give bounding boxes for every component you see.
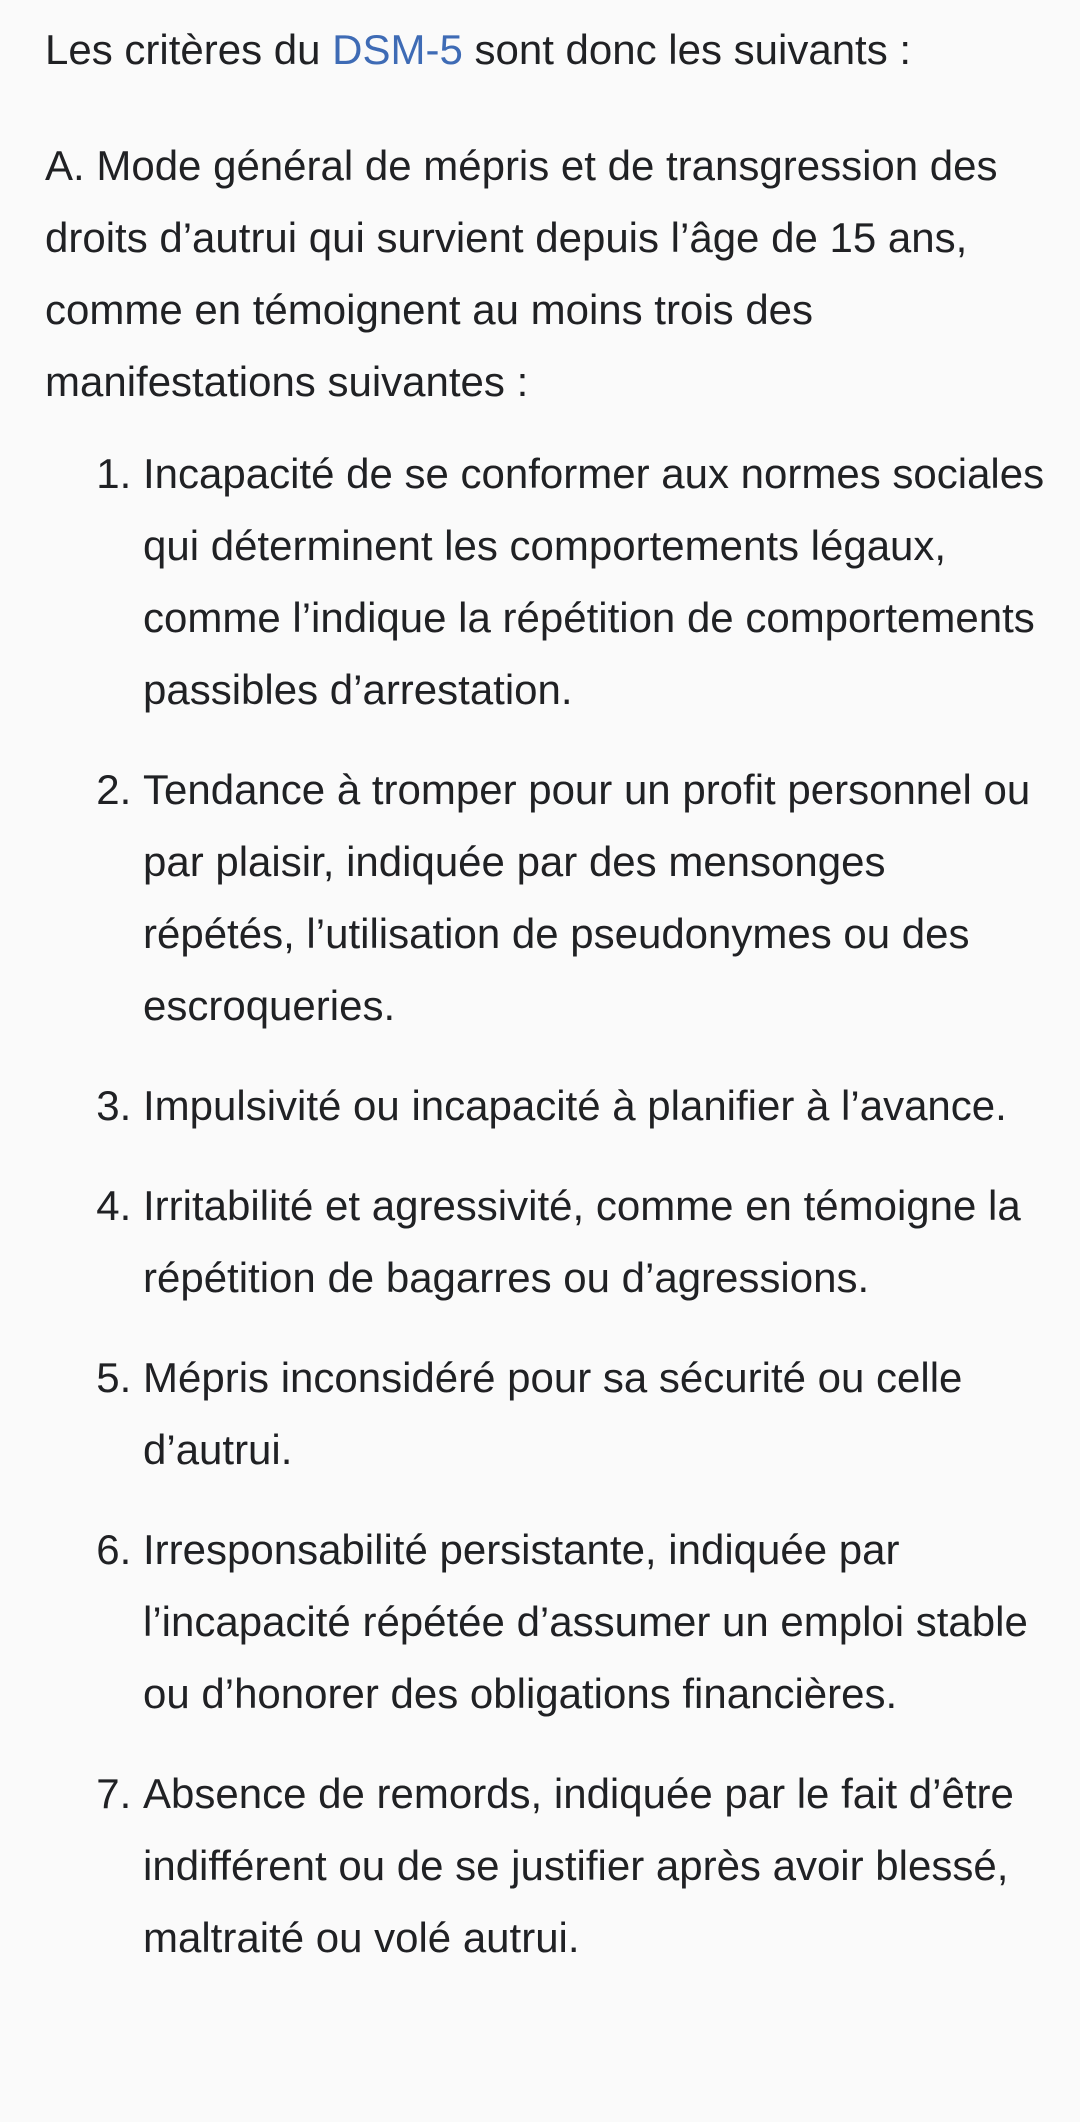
dsm5-link[interactable]: DSM-5 — [332, 26, 463, 73]
criteria-list-item-4: 4. Irritabilité et agressivité, comme en témoigne la répétition de bagarres ou d’agressions. — [143, 1170, 1045, 1314]
criteria-list-item-5: 5. Mépris inconsidéré pour sa sécurité ou celle d’autrui. — [143, 1342, 1045, 1486]
intro-text-after: sont donc les suivants : — [462, 26, 912, 73]
intro-paragraph — [45, 14, 1045, 86]
article-content — [45, 0, 1045, 2002]
criteria-list-item-2: 2. Tendance à tromper pour un profit personnel ou par plaisir, indiquée par des mensonges répétés, l’utilisation de pseudonymes ou des escroqueries. — [143, 754, 1045, 1042]
criterion-a-paragraph: A. Mode général de mépris et de transgression des droits d’autrui qui survient depuis l’âge de 15 ans, comme en témoignent au moins trois des manifestations suivantes : — [45, 142, 998, 405]
criteria-list-item-1: 1. Incapacité de se conformer aux normes sociales qui déterminent les comportements légaux, comme l’indique la répétition de comportements passibles d’arrestation. — [143, 438, 1045, 726]
criteria-list — [45, 438, 1045, 1974]
intro-text-before: Les critères du — [45, 26, 333, 73]
criteria-list-item-7: 7. Absence de remords, indiquée par le fait d’être indifférent ou de se justifier après avoir blessé, maltraité ou volé autrui. — [143, 1758, 1045, 1974]
criteria-list-item-6: 6. Irresponsabilité persistante, indiquée par l’incapacité répétée d’assumer un emploi stable ou d’honorer des obligations financières. — [143, 1514, 1045, 1730]
criteria-list-item-3: 3. Impulsivité ou incapacité à planifier à l’avance. — [143, 1070, 1045, 1142]
